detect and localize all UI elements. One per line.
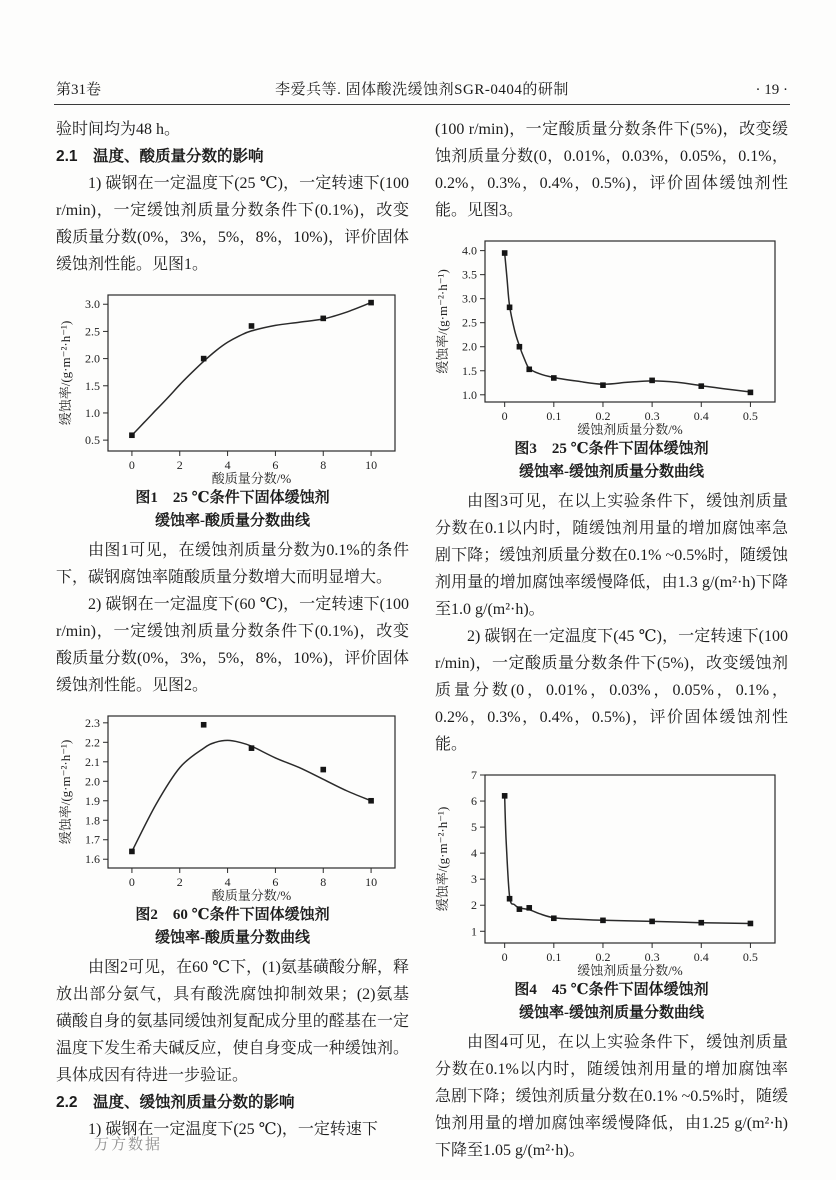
svg-text:3: 3 xyxy=(471,872,477,887)
svg-text:6: 6 xyxy=(471,794,477,809)
paragraph-exp-25c-inhibitor-start: 1) 碳钢在一定温度下(25 ℃)，一定转速下 xyxy=(88,1121,378,1138)
header-running-title: 李爱兵等. 固体酸洗缓蚀剂SGR-0404的研制 xyxy=(275,82,569,98)
figure-1 xyxy=(56,286,409,533)
svg-text:8: 8 xyxy=(319,875,326,889)
figure-4 xyxy=(435,766,788,1025)
paragraph-exp-25c-acid: 1) 碳钢在一定温度下(25 ℃)，一定转速下(100 r/min)，一定缓蚀剂质量分数条件下(0.1%)，改变酸质量分数(0%，3%，5%，8%，10%)，评价固体缓蚀剂性能。见图1。 xyxy=(56,175,409,273)
figure-2-caption-line1: 图2 60 ℃条件下固体缓蚀剂 xyxy=(135,907,330,923)
svg-text:2.3: 2.3 xyxy=(84,715,100,730)
svg-text:0: 0 xyxy=(501,409,508,423)
header-rule xyxy=(54,104,790,105)
svg-text:0.1: 0.1 xyxy=(546,950,562,964)
svg-text:0: 0 xyxy=(128,875,135,889)
svg-text:0: 0 xyxy=(501,950,508,964)
figure-1-caption-line2: 缓蚀率-酸质量分数曲线 xyxy=(155,513,310,529)
svg-text:缓蚀率/(g·m⁻²·h⁻¹): 缓蚀率/(g·m⁻²·h⁻¹) xyxy=(435,269,450,374)
svg-text:1.9: 1.9 xyxy=(84,793,100,808)
svg-text:7: 7 xyxy=(471,768,477,782)
figure-4-caption-line1: 图4 45 ℃条件下固体缓蚀剂 xyxy=(514,982,709,998)
svg-text:2.5: 2.5 xyxy=(462,315,477,330)
svg-text:2.0: 2.0 xyxy=(84,351,100,366)
paragraph-fig4-discussion: 由图4可见，在以上实验条件下，缓蚀剂质量分数在0.1%以内时，随缓蚀剂用量的增加腐蚀率急剧下降；缓蚀剂质量分数在0.1% ~0.5%时，随缓蚀剂用量的增加腐蚀率缓慢降低，由1.25 g/(m²·h)下降至1.05 g/(m²·h)。 xyxy=(435,1034,788,1159)
svg-text:2.1: 2.1 xyxy=(84,754,100,769)
paragraph-fig2-discussion: 由图2可见，在60 ℃下，(1)氨基磺酸分解，释放出部分氨气，具有酸洗腐蚀抑制效果；(2)氨基磺酸自身的氨基同缓蚀剂复配成分里的醛基在一定温度下发生希夫碱反应，使自身变成一种缓蚀剂。具体成因有待进一步验证。 xyxy=(56,959,409,1084)
svg-text:0.4: 0.4 xyxy=(693,950,709,964)
svg-text:1.5: 1.5 xyxy=(462,363,477,378)
svg-text:4: 4 xyxy=(471,846,477,861)
right-column xyxy=(435,116,788,1164)
svg-text:缓蚀率/(g·m⁻²·h⁻¹): 缓蚀率/(g·m⁻²·h⁻¹) xyxy=(57,739,73,845)
figure-4-caption xyxy=(435,979,788,1025)
svg-text:1.0: 1.0 xyxy=(84,405,100,420)
svg-text:10: 10 xyxy=(364,875,377,889)
figure-2-caption xyxy=(56,904,409,950)
figure-1-caption xyxy=(56,487,409,533)
figure-4-caption-line2: 缓蚀率-缓蚀剂质量分数曲线 xyxy=(519,1005,704,1021)
figure-1-chart xyxy=(58,286,408,486)
svg-text:4: 4 xyxy=(224,875,231,889)
svg-text:6: 6 xyxy=(271,875,278,889)
svg-text:1.7: 1.7 xyxy=(84,832,100,847)
svg-text:2.0: 2.0 xyxy=(462,339,477,354)
svg-text:0.3: 0.3 xyxy=(644,950,660,964)
paragraph-exp-60c-acid: 2) 碳钢在一定温度下(60 ℃)，一定转速下(100 r/min)，一定缓蚀剂质量分数条件下(0.1%)，改变酸质量分数(0%，3%，5%，8%，10%)，评价固体缓蚀剂性能。见图2。 xyxy=(56,596,409,694)
paragraph-fig3-discussion: 由图3可见，在以上实验条件下，缓蚀剂质量分数在0.1以内时，随缓蚀剂用量的增加腐蚀率急剧下降；缓蚀剂质量分数在0.1% ~0.5%时，随缓蚀剂用量的增加腐蚀率缓慢降低，由1.3 g/(m²·h)下降至1.0 g/(m²·h)。 xyxy=(435,493,788,618)
svg-text:2: 2 xyxy=(471,898,477,913)
svg-text:10: 10 xyxy=(364,458,377,472)
section-heading-2-2: 2.2 温度、缓蚀剂质量分数的影响 xyxy=(56,1094,295,1111)
svg-text:0.3: 0.3 xyxy=(644,409,660,423)
figure-2-chart xyxy=(58,707,408,903)
figure-3-caption-line2: 缓蚀率-缓蚀剂质量分数曲线 xyxy=(519,464,704,480)
svg-text:缓蚀率/(g·m⁻²·h⁻¹): 缓蚀率/(g·m⁻²·h⁻¹) xyxy=(57,320,73,426)
figure-1-caption-line1: 图1 25 ℃条件下固体缓蚀剂 xyxy=(135,490,330,506)
svg-text:4: 4 xyxy=(224,458,231,472)
svg-text:1.5: 1.5 xyxy=(84,378,100,393)
header-volume: 第31卷 xyxy=(56,82,102,98)
svg-text:8: 8 xyxy=(319,458,326,472)
figure-3-caption-line1: 图3 25 ℃条件下固体缓蚀剂 xyxy=(514,441,709,457)
svg-text:2: 2 xyxy=(176,458,183,472)
figure-3-caption xyxy=(435,438,788,484)
header-page-number: · 19 · xyxy=(755,82,788,98)
svg-text:缓蚀率/(g·m⁻²·h⁻¹): 缓蚀率/(g·m⁻²·h⁻¹) xyxy=(435,806,450,912)
figure-3 xyxy=(435,232,788,484)
svg-text:0.5: 0.5 xyxy=(84,433,100,448)
svg-text:0.5: 0.5 xyxy=(742,950,758,964)
svg-text:缓蚀剂质量分数/%: 缓蚀剂质量分数/% xyxy=(577,422,683,437)
svg-text:2: 2 xyxy=(176,875,183,889)
svg-text:0.2: 0.2 xyxy=(595,409,611,423)
svg-text:0.2: 0.2 xyxy=(595,950,611,964)
svg-text:0.4: 0.4 xyxy=(693,409,709,423)
svg-text:1: 1 xyxy=(471,924,477,939)
two-column-body xyxy=(56,116,788,1164)
figure-2-caption-line2: 缓蚀率-酸质量分数曲线 xyxy=(155,930,310,946)
svg-text:酸质量分数/%: 酸质量分数/% xyxy=(211,471,291,486)
paragraph-exp-25c-inhibitor-cont: (100 r/min)，一定酸质量分数条件下(5%)，改变缓蚀剂质量分数(0，0.01%，0.03%，0.05%，0.1%，0.2%，0.3%，0.4%，0.5%)，评价固体缓蚀剂性能。见图3。 xyxy=(435,121,788,219)
page-header xyxy=(56,78,788,99)
svg-text:3.0: 3.0 xyxy=(462,291,477,306)
svg-text:1.6: 1.6 xyxy=(84,852,100,867)
svg-text:4.0: 4.0 xyxy=(462,243,477,258)
left-column xyxy=(56,116,409,1164)
figure-2 xyxy=(56,707,409,950)
svg-text:缓蚀剂质量分数/%: 缓蚀剂质量分数/% xyxy=(577,963,683,978)
paragraph-fig1-discussion: 由图1可见，在缓蚀剂质量分数为0.1%的条件下，碳钢腐蚀率随酸质量分数增大而明显增大。 xyxy=(56,542,409,586)
svg-text:5: 5 xyxy=(471,820,477,835)
svg-text:0: 0 xyxy=(128,458,135,472)
svg-text:1.0: 1.0 xyxy=(462,387,477,402)
svg-text:0.1: 0.1 xyxy=(546,409,562,423)
svg-text:2.5: 2.5 xyxy=(84,324,100,339)
svg-text:0.5: 0.5 xyxy=(742,409,758,423)
svg-text:6: 6 xyxy=(271,458,278,472)
svg-text:1.8: 1.8 xyxy=(84,813,100,828)
paragraph-exp-45c-inhibitor: 2) 碳钢在一定温度下(45 ℃)，一定转速下(100 r/min)，一定酸质量分数条件下(5%)，改变缓蚀剂质量分数(0，0.01%，0.03%，0.05%，0.1%，0.2%，0.3%，0.4%，0.5%)，评价固体缓蚀剂性能。 xyxy=(435,628,788,753)
section-heading-2-1: 2.1 温度、酸质量分数的影响 xyxy=(56,148,264,165)
svg-text:2.2: 2.2 xyxy=(84,735,100,750)
svg-text:酸质量分数/%: 酸质量分数/% xyxy=(211,888,291,903)
figure-3-chart xyxy=(435,232,788,437)
figure-4-chart xyxy=(435,766,788,978)
svg-text:2.0: 2.0 xyxy=(84,774,100,789)
paragraph-carryover: 验时间均为48 h。 xyxy=(56,121,181,138)
svg-text:3.0: 3.0 xyxy=(84,297,100,312)
wanfang-watermark: 万方数据 xyxy=(94,1137,163,1153)
svg-text:3.5: 3.5 xyxy=(462,267,477,282)
